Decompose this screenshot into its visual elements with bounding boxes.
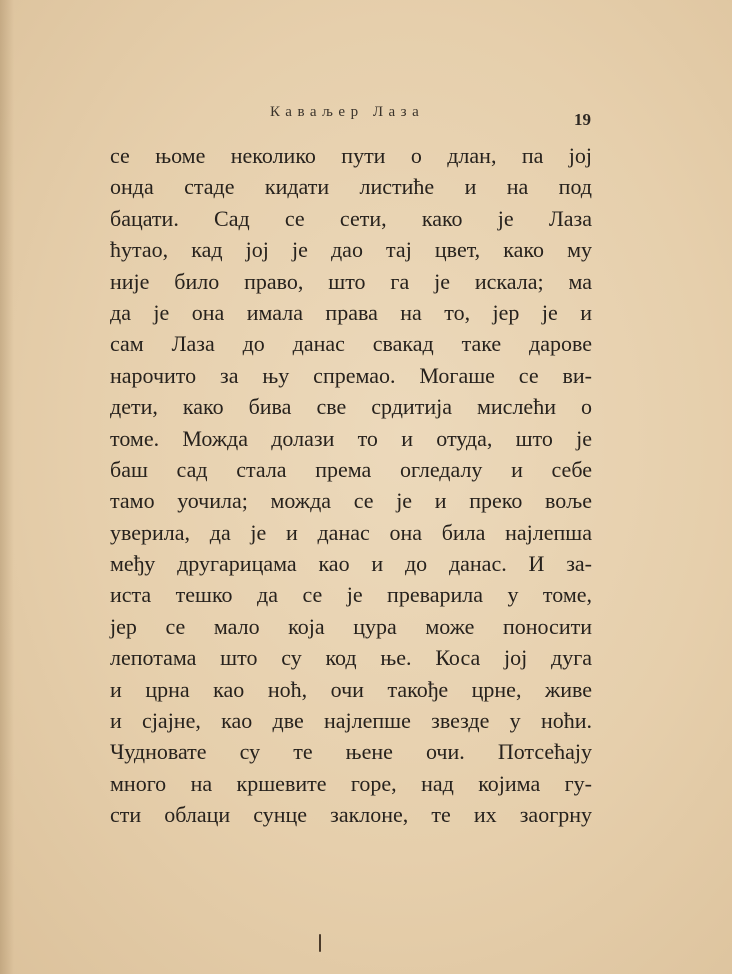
running-head: Каваљер Лаза [270,104,425,120]
text-line: ћутао, кад јој је дао тај цвет, како му [110,237,592,263]
text-line: сам Лаза до данас свакад таке дарове [110,331,592,357]
text-line: много на кршевите горе, над којима гу- [110,770,592,796]
text-line: иста тешко да се је преварила у томе, [110,582,592,608]
text-line: се њоме неколико пути о длан, па јој [110,143,592,168]
text-line: да је она имала права на то, јер је и [110,299,592,325]
text-line: Чудновате су те њене очи. Потсећају [110,739,592,765]
text-line: тамо уочила; можда се је и преко воље [110,488,592,514]
text-line: баш сад стала према огледалу и себе [110,456,592,482]
page-number: 19 [574,110,591,129]
text-line: сти облаци сунце заклоне, те их заогрну [110,802,592,828]
text-line: јер се мало која цура може поносити [110,613,592,639]
text-line: међу другарицама као и до данас. И за- [110,551,592,577]
text-line: нарочито за њу спремао. Могаше се ви- [110,362,592,388]
text-line: није било право, што га је искала; ма [110,268,592,294]
text-line: и сјајне, као две најлепше звезде у ноћи. [110,708,592,734]
page-edge-shadow [0,0,14,974]
ink-speck [319,934,321,952]
text-line: томе. Можда долази то и отуда, што је [110,425,592,451]
body-text [110,140,592,831]
text-line: лепотама што су код ње. Коса јој дуга [110,645,592,671]
text-line: онда стаде кидати листиће и на под [110,174,592,200]
text-line: и црна као ноћ, очи такође црне, живе [110,676,592,702]
text-line: дети, како бива све срдитија мислећи о [110,394,592,420]
text-line: бацати. Сад се сети, како је Лаза [110,205,592,231]
text-line: уверила, да је и данас она била најлепша [110,519,592,545]
